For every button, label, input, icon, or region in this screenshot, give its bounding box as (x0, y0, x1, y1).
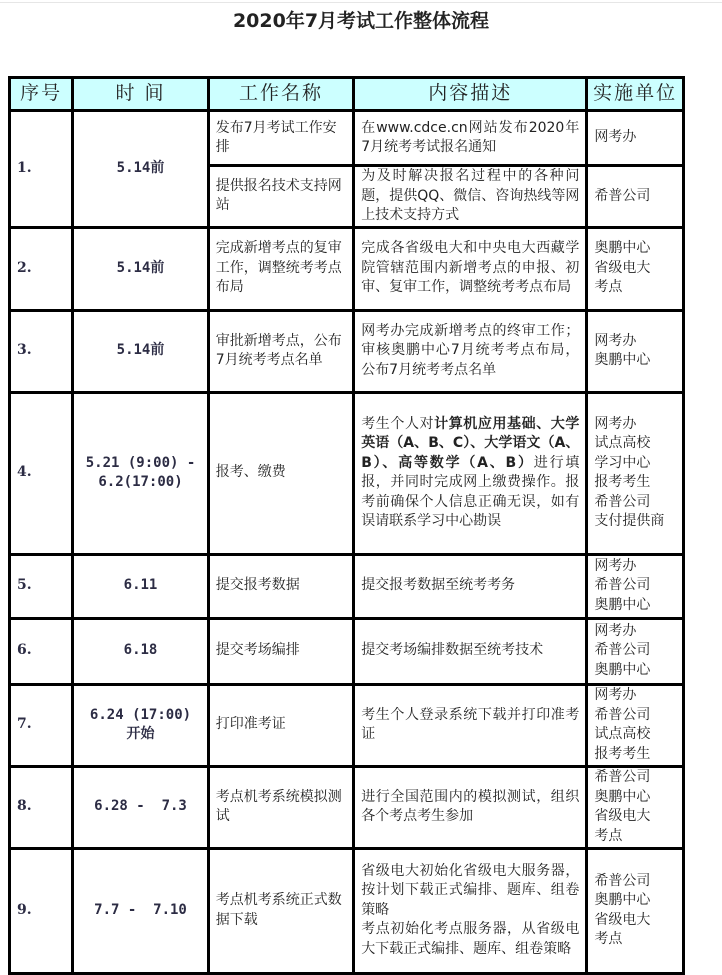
unit-item: 希普公司 (594, 493, 651, 510)
unit-item: 希普公司 (594, 769, 651, 785)
row-time (73, 392, 208, 554)
time-line: 6.24 (17:00) (89, 706, 192, 723)
row-number: 1. (10, 111, 73, 228)
task-units (587, 848, 684, 973)
task-units (587, 227, 684, 310)
row-time: 6.28 - 7.3 (73, 766, 208, 848)
task-desc: 进行全国范围内的模拟测试，组织各个考点考生参加 (354, 766, 587, 848)
header-name: 工作名称 (208, 78, 353, 111)
table-row (10, 848, 684, 973)
header-unit: 实施单位 (587, 78, 684, 111)
task-units (587, 684, 684, 766)
task-desc: 完成各省级电大和中央电大西藏学院管辖范围内新增考点的申报、初审、复审工作，调整统考考点布局 (354, 227, 587, 310)
task-name: 提交报考数据 (208, 554, 353, 618)
unit-item: 希普公司 (594, 187, 651, 204)
row-number: 3. (10, 310, 73, 392)
task-desc (354, 392, 587, 554)
task-desc: 提交报考数据至统考考务 (354, 554, 587, 618)
top-divider (0, 2, 722, 3)
row-number: 4. (10, 392, 73, 554)
task-units (587, 618, 684, 684)
task-units (587, 766, 684, 848)
task-desc: 提交考场编排数据至统考技术 (354, 618, 587, 684)
task-desc: 为及时解决报名过程中的各种问题，提供QQ、微信、咨询热线等网上技术支持方式 (354, 166, 587, 228)
unit-item: 报考考生 (594, 474, 651, 490)
row-number: 6. (10, 618, 73, 684)
unit-item: 奥鹏中心 (594, 596, 651, 613)
desc-text: 进行填报，并同时完成网上缴费操作。报考前确保个人信息正确无误，如有误请联系学习中心勘误 (361, 454, 580, 529)
unit-item: 报考考生 (594, 745, 651, 762)
row-number: 9. (10, 848, 73, 973)
header-desc: 内容描述 (354, 78, 587, 111)
time-line: 5.21 (9:00) - (85, 454, 196, 471)
unit-item: 省级电大 (594, 911, 651, 928)
unit-item: 考点 (594, 827, 623, 844)
unit-item: 网考办 (594, 557, 637, 574)
row-number: 2. (10, 227, 73, 310)
desc-text: 考生个人对 (361, 415, 435, 432)
table-row (10, 618, 684, 684)
table-row (10, 227, 684, 310)
row-time: 6.11 (73, 554, 208, 618)
task-name: 考点机考系统模拟测试 (208, 766, 353, 848)
task-units (587, 310, 684, 392)
unit-item: 希普公司 (594, 872, 651, 889)
table-row (10, 310, 684, 392)
task-units (587, 392, 684, 554)
unit-item: 学习中心 (594, 454, 651, 471)
unit-item: 奥鹏中心 (594, 661, 651, 678)
unit-item: 网考办 (594, 332, 637, 349)
task-desc (354, 848, 587, 973)
task-name: 报考、缴费 (208, 392, 353, 554)
task-name: 发布7月考试工作安排 (208, 111, 353, 166)
task-name: 打印准考证 (208, 684, 353, 766)
row-time: 5.14前 (73, 227, 208, 310)
unit-item: 考点 (594, 279, 623, 296)
unit-item: 考点 (594, 931, 623, 947)
unit-item: 试点高校 (594, 435, 651, 451)
task-units (587, 554, 684, 618)
header-time: 时 间 (73, 78, 208, 111)
table-row (10, 392, 684, 554)
row-time: 7.7 - 7.10 (73, 848, 208, 973)
unit-item: 网考办 (594, 622, 637, 639)
row-time: 6.18 (73, 618, 208, 684)
workflow-table (8, 76, 685, 975)
unit-item: 希普公司 (594, 706, 651, 723)
row-number: 7. (10, 684, 73, 766)
row-number: 5. (10, 554, 73, 618)
row-number: 8. (10, 766, 73, 848)
unit-item: 希普公司 (594, 642, 651, 659)
table-row (10, 684, 684, 766)
row-time: 5.14前 (73, 111, 208, 228)
desc-line: 考点初始化考点服务器，从省级电大下载正式编排、题库、组卷策略 (361, 921, 580, 957)
unit-item: 奥鹏中心 (594, 352, 651, 368)
task-desc: 网考办完成新增考点的终审工作；审核奥鹏中心7月统考考点布局，公布7月统考考点名单 (354, 310, 587, 392)
row-time (73, 684, 208, 766)
time-line: 6.2(17:00) (98, 474, 183, 490)
desc-line: 省级电大初始化省级电大服务器，按计划下载正式编排、题库、组卷策略 (361, 862, 580, 918)
task-desc: 在www.cdce.cn网站发布2020年7月统考考试报名通知 (354, 111, 587, 166)
task-name: 审批新增考点，公布7月统考考点名单 (208, 310, 353, 392)
unit-item: 省级电大 (594, 808, 651, 824)
task-desc: 考生个人登录系统下载并打印准考证 (354, 684, 587, 766)
task-units (587, 111, 684, 166)
unit-item: 奥鹏中心 (594, 892, 651, 908)
table-row (10, 554, 684, 618)
unit-item: 网考办 (594, 415, 637, 432)
document-title: 2020年7月考试工作整体流程 (232, 10, 490, 32)
header-no: 序号 (10, 78, 73, 111)
task-name: 提交考场编排 (208, 618, 353, 684)
desc-subjects-bold: 计算机应用基础、大学英语（A、B、C）、大学语文（A、B）、高等数学（A、B） (361, 415, 580, 471)
task-name: 提供报名技术支持网站 (208, 166, 353, 228)
unit-item: 网考办 (594, 687, 637, 703)
table-header-row (10, 78, 684, 111)
unit-item: 希普公司 (594, 577, 651, 594)
unit-item: 支付提供商 (594, 513, 665, 529)
task-units (587, 166, 684, 228)
task-name: 完成新增考点的复审工作，调整统考考点布局 (208, 227, 353, 310)
unit-item: 网考办 (594, 129, 637, 146)
table-row (10, 766, 684, 848)
row-time: 5.14前 (73, 310, 208, 392)
unit-item: 试点高校 (594, 726, 651, 742)
task-name: 考点机考系统正式数据下载 (208, 848, 353, 973)
unit-item: 奥鹏中心 (594, 240, 651, 257)
table-row (10, 111, 684, 166)
unit-item: 奥鹏中心 (594, 788, 651, 805)
unit-item: 省级电大 (594, 259, 651, 276)
time-line: 开始 (126, 726, 155, 742)
